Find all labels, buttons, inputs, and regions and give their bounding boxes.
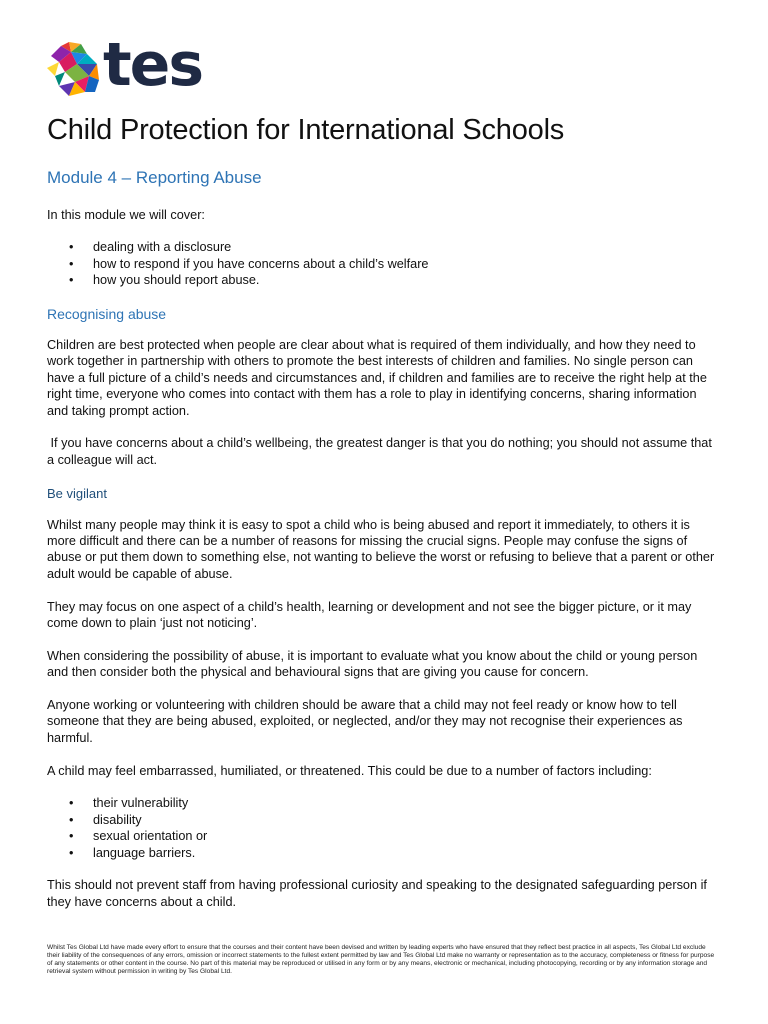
document-body	[47, 207, 719, 927]
list-item: • dealing with a disclosure	[69, 240, 232, 255]
paragraph: When considering the possibility of abuse, it is important to evaluate what you know about the child or young person and then consider both the physical and behavioural signs that are giving you cause for concern.	[47, 648, 698, 680]
logo-wordmark: tes	[103, 30, 203, 100]
list-item: • their vulnerability	[69, 796, 189, 811]
tes-logo	[47, 30, 203, 100]
paragraph: A child may feel embarrassed, humiliated, or threatened. This could be due to a number of factors including:	[47, 763, 652, 778]
page-title: Child Protection for International Schools	[47, 114, 565, 146]
tes-logo-mark-icon	[47, 42, 99, 96]
list-item: • how to respond if you have concerns about a child’s welfare	[69, 256, 429, 271]
legal-disclaimer: Whilst Tes Global Ltd have made every effort to ensure that the courses and their content have been devised and written by leading experts who have ensured that they reflect best practice in all aspects, Tes Global Ltd exclude their liability of the consequences of any errors, omission or incorrect statements to the fullest extent permitted by law and Tes Global Ltd make no warranty or representation as to the accuracy, completeness or fitness for purpose of any statements or other content in the course. No part of this material may be reproduced or utilised in any form or by any means, electronic or mechanical, including photocopying, recording or by any information storage and retrieval system without permission in writing by Tes Global Ltd.	[47, 944, 715, 975]
bullet-icon: •	[69, 845, 74, 860]
paragraph: They may focus on one aspect of a child’s health, learning or development and not see the bigger picture, or it may come down to plain ‘just not noticing’.	[47, 599, 692, 631]
list-item: • how you should report abuse.	[69, 273, 260, 288]
paragraph: Anyone working or volunteering with children should be aware that a child may not feel ready or know how to tell someone that they are being abused, exploited, or neglected, and/or they may not recognise their experiences as harmful.	[47, 698, 683, 745]
list-item: • language barriers.	[69, 845, 196, 860]
paragraph: Children are best protected when people are clear about what is required of them individually, and how they need to work together in partnership with others to promote the best interests of children and families. No single person can have a full picture of a child’s needs and circumstances and, if children and families are to receive the right help at the right time, everyone who comes into contact with them has a role to play in identifying concerns, sharing information and taking prompt action.	[47, 338, 707, 418]
bullet-icon: •	[69, 812, 74, 827]
factors-list	[47, 795, 719, 861]
module-title: Module 4 – Reporting Abuse	[47, 168, 262, 187]
list-item: • sexual orientation or	[69, 829, 208, 844]
intro-text: In this module we will cover:	[47, 208, 205, 222]
bullet-icon: •	[69, 273, 74, 288]
bullet-icon: •	[69, 256, 74, 271]
paragraph: Whilst many people may think it is easy to spot a child who is being abused and report it immediately, to others it is more difficult and there can be a number of reasons for missing the crucial signs. People may confuse the signs of abuse or put them down to something else, not wanting to believe the worst or refusing to believe that a parent or other adult would be capable of abuse.	[47, 517, 715, 581]
section-heading-be-vigilant: Be vigilant	[47, 485, 107, 501]
cover-list	[47, 239, 719, 288]
bullet-icon: •	[69, 796, 74, 811]
paragraph: This should not prevent staff from having professional curiosity and speaking to the designated safeguarding person if they have concerns about a child.	[47, 878, 707, 909]
bullet-icon: •	[69, 240, 74, 255]
bullet-icon: •	[69, 829, 74, 844]
list-item: • disability	[69, 812, 142, 827]
section-heading-recognising-abuse: Recognising abuse	[47, 306, 167, 323]
paragraph: If you have concerns about a child’s wellbeing, the greatest danger is that you do nothing; you should not assume that a colleague will act.	[47, 436, 716, 467]
